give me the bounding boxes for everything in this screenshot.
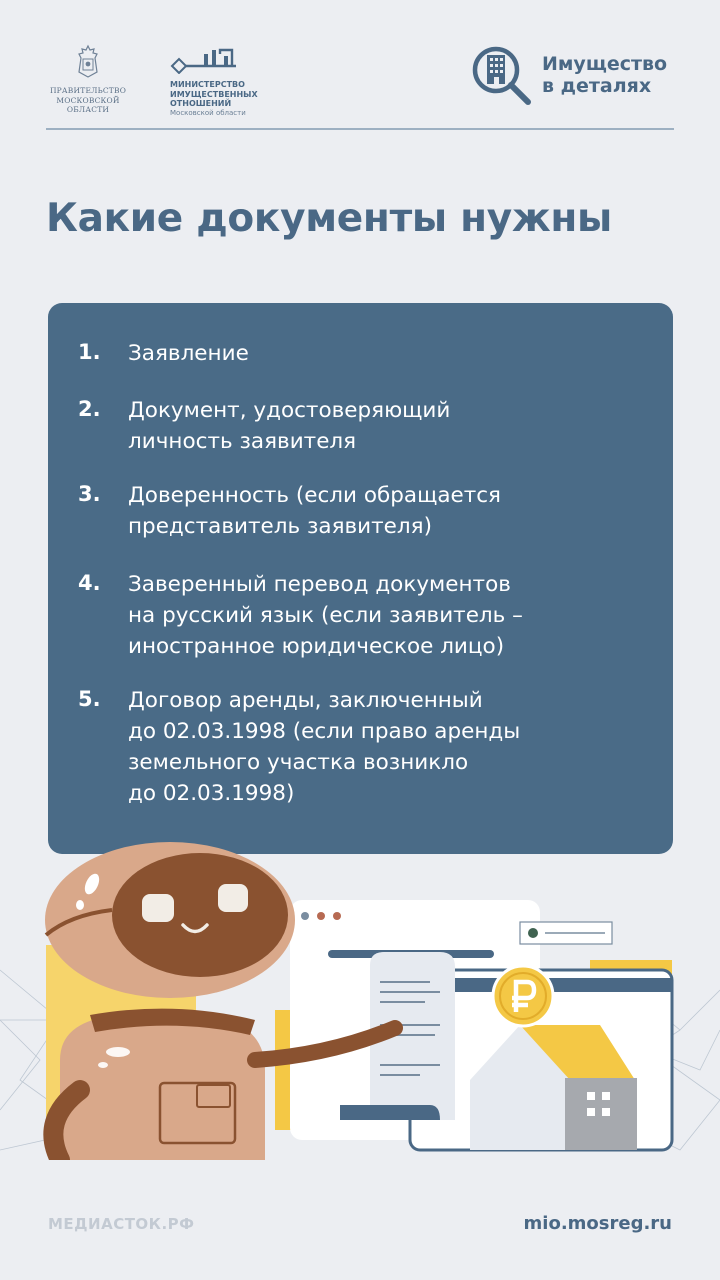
list-item-number: 1. [78,340,101,364]
search-bar [520,922,612,944]
footer-website-link[interactable]: mio.mosreg.ru [523,1213,672,1234]
brand-line-2: в деталях [542,75,652,97]
list-item-number: 3. [78,482,101,506]
list-item-text: Заявление [128,341,249,366]
ministry-logo-line: ОТНОШЕНИЙ [170,99,232,108]
brand-logo [470,44,680,108]
brand-line-1: Имущество [542,53,668,75]
gov-logo [46,44,130,115]
robot-illustration [0,820,720,1160]
ministry-logo [170,46,300,118]
key-icon [170,46,240,74]
ministry-logo-line: ИМУЩЕСТВЕННЫХ [170,89,258,99]
ruble-coin-icon [493,966,553,1026]
gov-logo-line: ПРАВИТЕЛЬСТВО [49,86,127,95]
header [0,0,720,132]
list-item-text: Договор аренды, заключенный до 02.03.1998 (если право аренды земельного участка возникло до 02.03.1998) [128,688,521,806]
gov-logo-line: ОБЛАСТИ [66,105,110,114]
ministry-logo-line: МИНИСТЕРСТВО [170,80,245,89]
page-title: Какие документы нужны [46,196,613,241]
header-divider [46,128,674,130]
list-item-text: Доверенность (если обращается представитель заявителя) [128,483,501,539]
list-item-number: 5. [78,687,101,711]
list-item-number: 4. [78,571,101,595]
footer-source: МЕДИАСТОК.РФ [48,1215,195,1233]
magnifier-building-icon [470,44,534,108]
list-item-text: Заверенный перевод документов на русский язык (если заявитель – иностранное юридическое лицо) [128,572,523,659]
list-item-text: Документ, удостоверяющий личность заявителя [128,398,451,454]
ministry-logo-sub: Московской области [170,108,246,117]
documents-card [48,303,673,854]
coat-of-arms-icon [75,44,101,78]
gov-logo-line: МОСКОВСКОЙ [56,95,120,105]
list-item-number: 2. [78,397,101,421]
